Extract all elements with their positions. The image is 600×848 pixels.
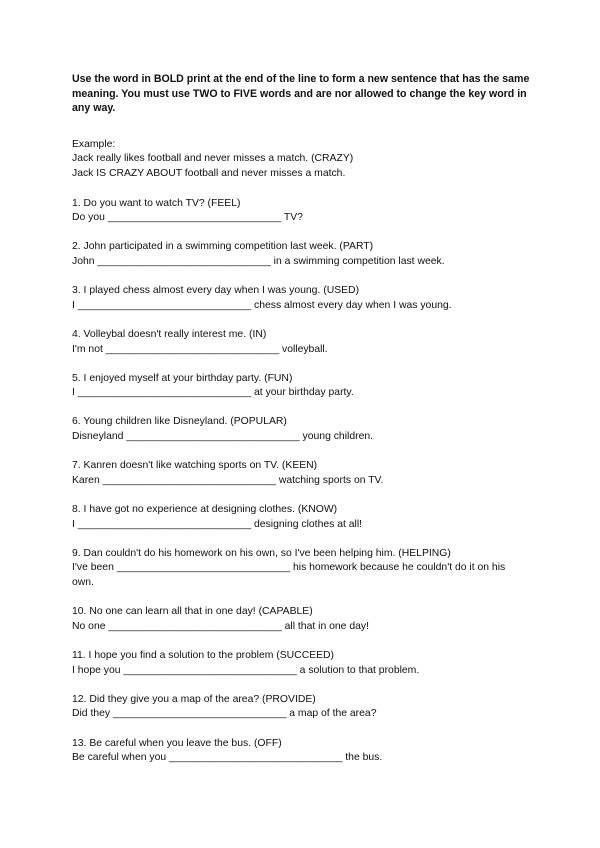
- answer-line: Be careful when you ______________________________ the bus.: [72, 752, 383, 764]
- answer-line: I hope you ______________________________ a solution to that problem.: [72, 664, 420, 676]
- example-answer: Jack IS CRAZY ABOUT football and never misses a match.: [72, 167, 346, 179]
- answer-line: I've been ______________________________ his homework because he couldn't do it on his own.: [72, 562, 506, 588]
- instructions: Use the word in BOLD print at the end of the line to form a new sentence that has the same meaning. You must use TWO to FIVE words and are nor allowed to change the key word in any way.: [72, 73, 530, 115]
- question-11: [72, 649, 530, 678]
- answer-line: Did they ______________________________ a map of the area?: [72, 708, 377, 720]
- question-9: [72, 547, 530, 591]
- answer-line: Do you ______________________________ TV?: [72, 212, 303, 224]
- answer-line: No one ______________________________ all that in one day!: [72, 620, 369, 632]
- question-prompt: 2. John participated in a swimming competition last week. (PART): [72, 241, 374, 253]
- example-block: [72, 138, 530, 182]
- question-prompt: 8. I have got no experience at designing clothes. (KNOW): [72, 504, 338, 516]
- question-3: [72, 284, 530, 313]
- question-prompt: 4. Volleybal doesn't really interest me. (IN): [72, 328, 267, 340]
- answer-line: John ______________________________ in a swimming competition last week.: [72, 255, 445, 267]
- answer-line: I ______________________________ at your birthday party.: [72, 387, 354, 399]
- question-10: [72, 605, 530, 634]
- question-4: [72, 328, 530, 357]
- question-prompt: 1. Do you want to watch TV? (FEEL): [72, 197, 241, 209]
- question-6: [72, 415, 530, 444]
- question-prompt: 5. I enjoyed myself at your birthday party. (FUN): [72, 372, 293, 384]
- question-2: [72, 240, 530, 269]
- answer-line: Karen ______________________________ watching sports on TV.: [72, 474, 384, 486]
- question-prompt: 12. Did they give you a map of the area? (PROVIDE): [72, 693, 316, 705]
- answer-line: I ______________________________ chess almost every day when I was young.: [72, 299, 452, 311]
- question-7: [72, 459, 530, 488]
- question-prompt: 9. Dan couldn't do his homework on his own, so I've been helping him. (HELPING): [72, 547, 451, 559]
- example-label: Example:: [72, 138, 116, 150]
- example-sentence: Jack really likes football and never misses a match. (CRAZY): [72, 153, 354, 165]
- question-prompt: 7. Kanren doesn't like watching sports on TV. (KEEN): [72, 460, 318, 472]
- question-prompt: 6. Young children like Disneyland. (POPULAR): [72, 416, 287, 428]
- question-12: [72, 693, 530, 722]
- answer-line: Disneyland ______________________________ young children.: [72, 431, 374, 443]
- question-5: [72, 372, 530, 401]
- question-prompt: 11. I hope you find a solution to the problem (SUCCEED): [72, 649, 335, 661]
- question-13: [72, 737, 530, 766]
- question-1: [72, 197, 530, 226]
- answer-line: I'm not ______________________________ volleyball.: [72, 343, 328, 355]
- question-prompt: 3. I played chess almost every day when I was young. (USED): [72, 285, 360, 297]
- answer-line: I ______________________________ designing clothes at all!: [72, 518, 363, 530]
- question-prompt: 10. No one can learn all that in one day! (CAPABLE): [72, 606, 313, 618]
- question-8: [72, 503, 530, 532]
- question-prompt: 13. Be careful when you leave the bus. (OFF): [72, 737, 282, 749]
